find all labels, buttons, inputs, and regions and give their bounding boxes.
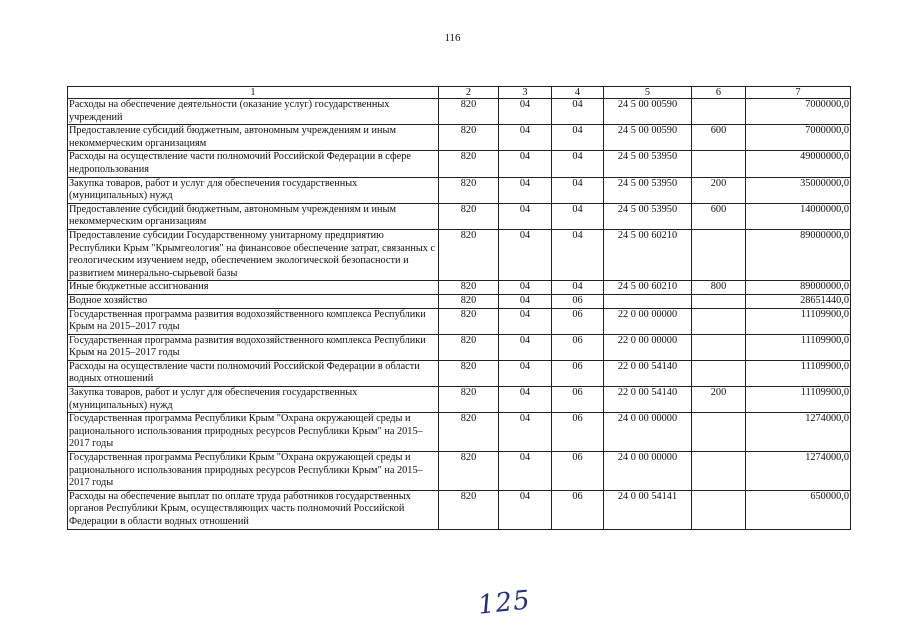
row-name-cell: Иные бюджетные ассигнования	[68, 281, 439, 295]
row-target-cell: 24 5 00 53950	[604, 177, 692, 203]
row-amount-cell: 49000000,0	[746, 151, 851, 177]
row-target-cell: 24 0 00 00000	[604, 413, 692, 452]
row-section-cell: 04	[499, 125, 552, 151]
row-expense-type-cell	[692, 151, 746, 177]
row-amount-cell: 28651440,0	[746, 294, 851, 308]
header-col-3: 3	[499, 87, 552, 99]
row-admin-code-cell: 820	[439, 99, 499, 125]
row-name-cell: Государственная программа Республики Крым "Охрана окружающей среды и рационального использования природных ресурсов Республики Крым" на 2015–2017 годы	[68, 413, 439, 452]
budget-table	[67, 86, 851, 530]
row-target-cell	[604, 294, 692, 308]
header-col-6: 6	[692, 87, 746, 99]
row-section-cell: 04	[499, 294, 552, 308]
row-amount-cell: 650000,0	[746, 490, 851, 529]
row-section-cell: 04	[499, 229, 552, 280]
row-amount-cell: 89000000,0	[746, 281, 851, 295]
row-admin-code-cell: 820	[439, 490, 499, 529]
table-row	[68, 229, 851, 280]
row-subsection-cell: 06	[552, 360, 604, 386]
header-col-1: 1	[68, 87, 439, 99]
row-subsection-cell: 04	[552, 151, 604, 177]
row-expense-type-cell	[692, 308, 746, 334]
page-number: 116	[444, 32, 461, 44]
row-expense-type-cell	[692, 452, 746, 491]
row-section-cell: 04	[499, 99, 552, 125]
table-row	[68, 99, 851, 125]
row-expense-type-cell	[692, 294, 746, 308]
header-col-2: 2	[439, 87, 499, 99]
handwritten-page-number: 125	[476, 585, 533, 621]
row-section-cell: 04	[499, 387, 552, 413]
table-row	[68, 125, 851, 151]
row-section-cell: 04	[499, 360, 552, 386]
row-section-cell: 04	[499, 490, 552, 529]
row-amount-cell: 14000000,0	[746, 203, 851, 229]
row-amount-cell: 1274000,0	[746, 413, 851, 452]
row-expense-type-cell	[692, 413, 746, 452]
table-row	[68, 294, 851, 308]
row-target-cell: 24 5 00 00590	[604, 99, 692, 125]
row-target-cell: 24 5 00 60210	[604, 281, 692, 295]
row-section-cell: 04	[499, 177, 552, 203]
row-admin-code-cell: 820	[439, 203, 499, 229]
row-amount-cell: 1274000,0	[746, 452, 851, 491]
row-subsection-cell: 04	[552, 177, 604, 203]
row-target-cell: 24 0 00 00000	[604, 452, 692, 491]
table-row	[68, 308, 851, 334]
row-subsection-cell: 06	[552, 413, 604, 452]
row-expense-type-cell: 600	[692, 203, 746, 229]
table-body	[68, 99, 851, 530]
row-name-cell: Расходы на обеспечение выплат по оплате труда работников государственных органов Республики Крым, осуществляющих часть полномочий Российской Федерации в области водных отношений	[68, 490, 439, 529]
row-name-cell: Предоставление субсидий бюджетным, автономным учреждениям и иным некоммерческим организациям	[68, 125, 439, 151]
row-name-cell: Государственная программа развития водохозяйственного комплекса Республики Крым на 2015–2017 годы	[68, 334, 439, 360]
row-subsection-cell: 04	[552, 125, 604, 151]
row-target-cell: 24 5 00 53950	[604, 151, 692, 177]
row-name-cell: Государственная программа развития водохозяйственного комплекса Республики Крым на 2015–2017 годы	[68, 308, 439, 334]
table-row	[68, 334, 851, 360]
row-expense-type-cell	[692, 99, 746, 125]
row-expense-type-cell	[692, 360, 746, 386]
row-name-cell: Расходы на осуществление части полномочий Российской Федерации в области водных отношений	[68, 360, 439, 386]
row-name-cell: Закупка товаров, работ и услуг для обеспечения государственных (муниципальных) нужд	[68, 387, 439, 413]
row-amount-cell: 11109900,0	[746, 308, 851, 334]
row-amount-cell: 89000000,0	[746, 229, 851, 280]
row-admin-code-cell: 820	[439, 151, 499, 177]
row-target-cell: 22 0 00 00000	[604, 308, 692, 334]
row-section-cell: 04	[499, 413, 552, 452]
row-amount-cell: 35000000,0	[746, 177, 851, 203]
row-admin-code-cell: 820	[439, 413, 499, 452]
row-subsection-cell: 04	[552, 99, 604, 125]
row-subsection-cell: 04	[552, 281, 604, 295]
row-subsection-cell: 06	[552, 294, 604, 308]
row-expense-type-cell: 600	[692, 125, 746, 151]
row-expense-type-cell	[692, 229, 746, 280]
table-row	[68, 490, 851, 529]
row-admin-code-cell: 820	[439, 452, 499, 491]
row-admin-code-cell: 820	[439, 334, 499, 360]
table-row	[68, 151, 851, 177]
row-admin-code-cell: 820	[439, 387, 499, 413]
row-section-cell: 04	[499, 281, 552, 295]
row-subsection-cell: 06	[552, 308, 604, 334]
row-expense-type-cell: 200	[692, 387, 746, 413]
row-amount-cell: 11109900,0	[746, 360, 851, 386]
row-amount-cell: 11109900,0	[746, 334, 851, 360]
row-name-cell: Предоставление субсидии Государственному унитарному предприятию Республики Крым "Крымгеология" на финансовое обеспечение затрат, связанных с геологическим изучением недр, обеспечением экологической безопасности и развитием минерально-сырьевой базы	[68, 229, 439, 280]
row-section-cell: 04	[499, 452, 552, 491]
row-name-cell: Государственная программа Республики Крым "Охрана окружающей среды и рационального использования природных ресурсов Республики Крым" на 2015–2017 годы	[68, 452, 439, 491]
row-section-cell: 04	[499, 151, 552, 177]
table-row	[68, 360, 851, 386]
row-admin-code-cell: 820	[439, 294, 499, 308]
row-expense-type-cell: 200	[692, 177, 746, 203]
table-row	[68, 177, 851, 203]
row-subsection-cell: 04	[552, 203, 604, 229]
table-row	[68, 281, 851, 295]
row-admin-code-cell: 820	[439, 360, 499, 386]
row-name-cell: Закупка товаров, работ и услуг для обеспечения государственных (муниципальных) нужд	[68, 177, 439, 203]
row-target-cell: 22 0 00 00000	[604, 334, 692, 360]
row-admin-code-cell: 820	[439, 281, 499, 295]
table-row	[68, 387, 851, 413]
row-expense-type-cell: 800	[692, 281, 746, 295]
row-name-cell: Расходы на осуществление части полномочий Российской Федерации в сфере недропользования	[68, 151, 439, 177]
header-col-5: 5	[604, 87, 692, 99]
header-col-7: 7	[746, 87, 851, 99]
row-admin-code-cell: 820	[439, 308, 499, 334]
row-name-cell: Расходы на обеспечение деятельности (оказание услуг) государственных учреждений	[68, 99, 439, 125]
header-col-4: 4	[552, 87, 604, 99]
row-admin-code-cell: 820	[439, 229, 499, 280]
row-subsection-cell: 06	[552, 490, 604, 529]
row-subsection-cell: 06	[552, 452, 604, 491]
row-target-cell: 24 5 00 00590	[604, 125, 692, 151]
row-section-cell: 04	[499, 203, 552, 229]
row-section-cell: 04	[499, 334, 552, 360]
row-name-cell: Водное хозяйство	[68, 294, 439, 308]
row-amount-cell: 7000000,0	[746, 99, 851, 125]
table-row	[68, 452, 851, 491]
row-amount-cell: 7000000,0	[746, 125, 851, 151]
row-target-cell: 24 5 00 53950	[604, 203, 692, 229]
row-subsection-cell: 06	[552, 334, 604, 360]
row-subsection-cell: 06	[552, 387, 604, 413]
row-expense-type-cell	[692, 334, 746, 360]
row-subsection-cell: 04	[552, 229, 604, 280]
row-admin-code-cell: 820	[439, 177, 499, 203]
row-expense-type-cell	[692, 490, 746, 529]
table-row	[68, 413, 851, 452]
row-target-cell: 22 0 00 54140	[604, 360, 692, 386]
row-target-cell: 24 5 00 60210	[604, 229, 692, 280]
row-section-cell: 04	[499, 308, 552, 334]
row-admin-code-cell: 820	[439, 125, 499, 151]
row-target-cell: 22 0 00 54140	[604, 387, 692, 413]
row-target-cell: 24 0 00 54141	[604, 490, 692, 529]
table-header-row	[68, 87, 851, 99]
row-amount-cell: 11109900,0	[746, 387, 851, 413]
row-name-cell: Предоставление субсидий бюджетным, автономным учреждениям и иным некоммерческим организациям	[68, 203, 439, 229]
table-row	[68, 203, 851, 229]
